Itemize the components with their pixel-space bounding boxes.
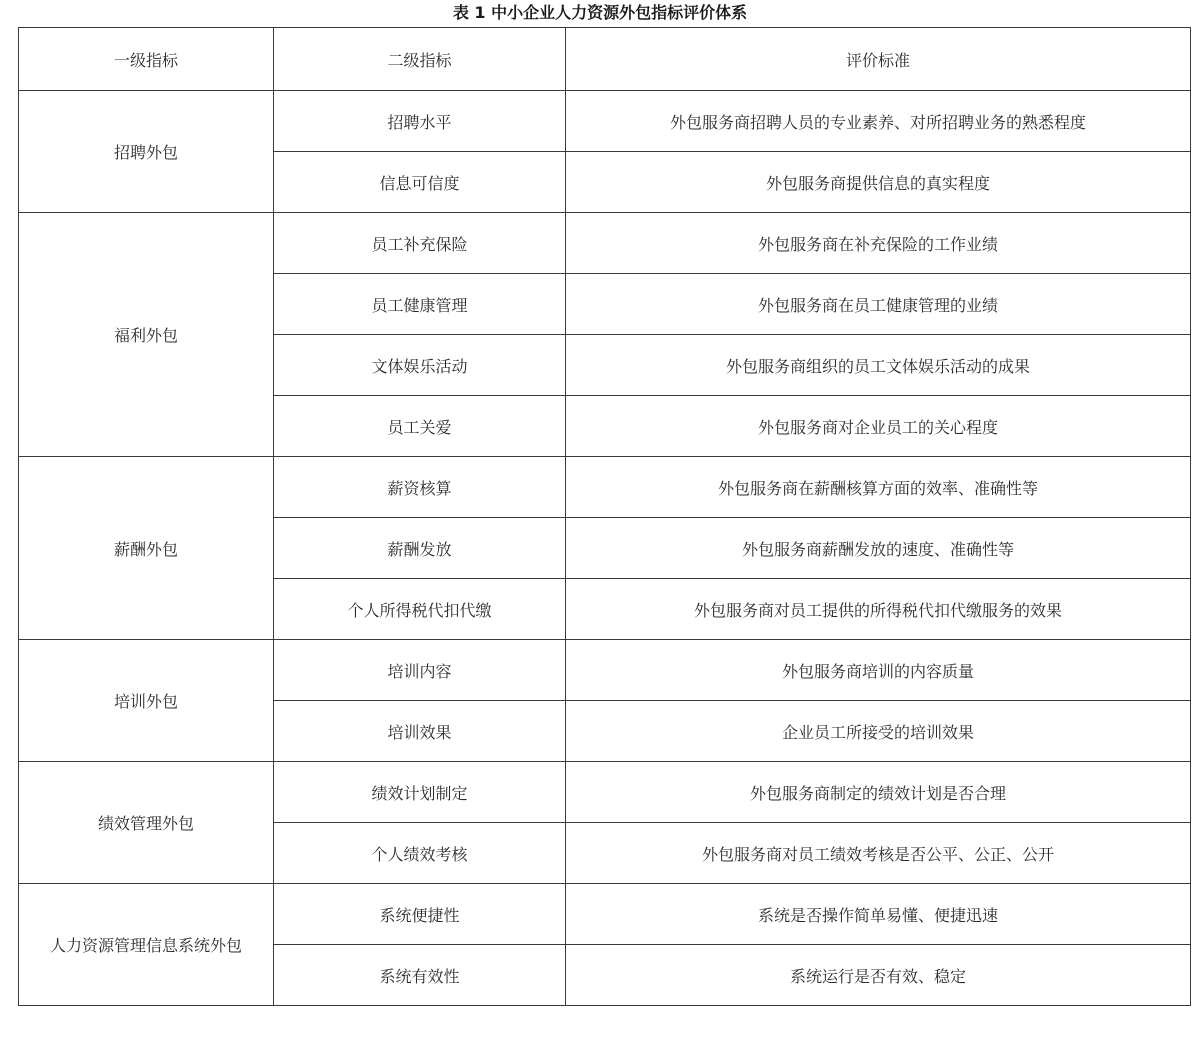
secondary-indicator-cell: 文体娱乐活动 bbox=[274, 335, 566, 396]
secondary-indicator-cell: 员工补充保险 bbox=[274, 213, 566, 274]
secondary-indicator-cell: 薪酬发放 bbox=[274, 518, 566, 579]
header-secondary-indicator: 二级指标 bbox=[274, 28, 566, 91]
table-row bbox=[19, 640, 1191, 701]
table-caption: 表 1 中小企业人力资源外包指标评价体系 bbox=[452, 3, 748, 22]
primary-indicator-cell: 培训外包 bbox=[19, 640, 274, 762]
secondary-indicator-cell: 培训效果 bbox=[274, 701, 566, 762]
table-row bbox=[19, 884, 1191, 945]
criterion-cell: 外包服务商组织的员工文体娱乐活动的成果 bbox=[566, 335, 1191, 396]
criterion-cell: 外包服务商对员工提供的所得税代扣代缴服务的效果 bbox=[566, 579, 1191, 640]
criterion-cell: 系统是否操作简单易懂、便捷迅速 bbox=[566, 884, 1191, 945]
secondary-indicator-cell: 个人所得税代扣代缴 bbox=[274, 579, 566, 640]
table-row bbox=[19, 762, 1191, 823]
criterion-cell: 外包服务商制定的绩效计划是否合理 bbox=[566, 762, 1191, 823]
criterion-cell: 外包服务商培训的内容质量 bbox=[566, 640, 1191, 701]
primary-indicator-cell: 招聘外包 bbox=[19, 91, 274, 213]
criterion-cell: 系统运行是否有效、稳定 bbox=[566, 945, 1191, 1006]
secondary-indicator-cell: 系统有效性 bbox=[274, 945, 566, 1006]
criterion-cell: 外包服务商招聘人员的专业素养、对所招聘业务的熟悉程度 bbox=[566, 91, 1191, 152]
criterion-cell: 外包服务商在薪酬核算方面的效率、准确性等 bbox=[566, 457, 1191, 518]
table-row bbox=[19, 213, 1191, 274]
secondary-indicator-cell: 绩效计划制定 bbox=[274, 762, 566, 823]
primary-indicator-cell: 人力资源管理信息系统外包 bbox=[19, 884, 274, 1006]
table-header-row bbox=[19, 28, 1191, 91]
primary-indicator-cell: 薪酬外包 bbox=[19, 457, 274, 640]
criterion-cell: 外包服务商对企业员工的关心程度 bbox=[566, 396, 1191, 457]
secondary-indicator-cell: 培训内容 bbox=[274, 640, 566, 701]
primary-indicator-cell: 绩效管理外包 bbox=[19, 762, 274, 884]
table-row bbox=[19, 91, 1191, 152]
table-row bbox=[19, 457, 1191, 518]
secondary-indicator-cell: 个人绩效考核 bbox=[274, 823, 566, 884]
criterion-cell: 外包服务商在补充保险的工作业绩 bbox=[566, 213, 1191, 274]
header-primary-indicator: 一级指标 bbox=[19, 28, 274, 91]
secondary-indicator-cell: 薪资核算 bbox=[274, 457, 566, 518]
header-evaluation-criterion: 评价标准 bbox=[566, 28, 1191, 91]
secondary-indicator-cell: 招聘水平 bbox=[274, 91, 566, 152]
criterion-cell: 外包服务商对员工绩效考核是否公平、公正、公开 bbox=[566, 823, 1191, 884]
evaluation-table bbox=[18, 27, 1191, 1006]
criterion-cell: 外包服务商在员工健康管理的业绩 bbox=[566, 274, 1191, 335]
secondary-indicator-cell: 员工关爱 bbox=[274, 396, 566, 457]
criterion-cell: 外包服务商薪酬发放的速度、准确性等 bbox=[566, 518, 1191, 579]
secondary-indicator-cell: 系统便捷性 bbox=[274, 884, 566, 945]
criterion-cell: 企业员工所接受的培训效果 bbox=[566, 701, 1191, 762]
primary-indicator-cell: 福利外包 bbox=[19, 213, 274, 457]
criterion-cell: 外包服务商提供信息的真实程度 bbox=[566, 152, 1191, 213]
secondary-indicator-cell: 信息可信度 bbox=[274, 152, 566, 213]
secondary-indicator-cell: 员工健康管理 bbox=[274, 274, 566, 335]
